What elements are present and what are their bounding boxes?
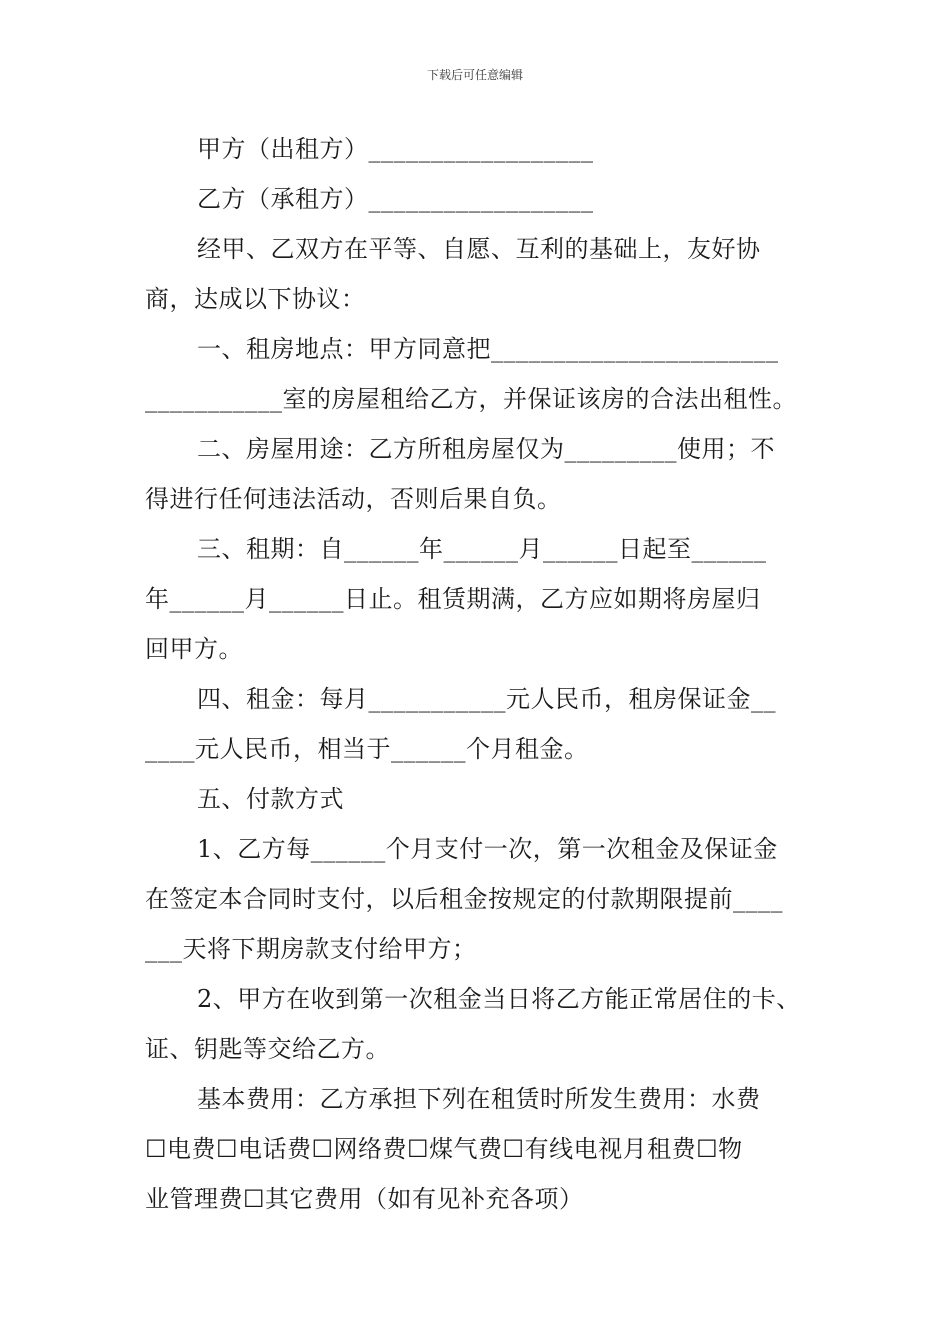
clause-3-line-2: 年______月______日止。租赁期满，乙方应如期将房屋归 [145,585,761,613]
clause-4-line-1: 四、租金：每月___________元人民币，租房保证金__ [197,685,776,713]
clause-2-line-2: 得进行任何违法活动，否则后果自负。 [145,485,562,513]
clause-3-line-3: 回甲方。 [145,635,243,663]
clause-1-line-1: 一、租房地点：甲方同意把_______________________ [197,335,779,363]
page-header: 下载后可任意编辑 [426,68,523,82]
clause-1-line-2: ___________室的房屋租给乙方，并保证该房的合法出租性。 [145,385,797,413]
clause-4-line-2: ____元人民币，相当于______个月租金。 [145,735,589,763]
fees-line-3: 业管理费☐其它费用（如有见补充各项） [145,1185,584,1213]
preamble-line-2: 商，达成以下协议： [145,285,366,313]
preamble-line-1: 经甲、乙双方在平等、自愿、互利的基础上，友好协 [197,235,761,263]
clause-5-2-line-1: 2、甲方在收到第一次租金当日将乙方能正常居住的卡、 [197,985,801,1013]
clause-3-line-1: 三、租期：自______年______月______日起至______ [197,535,767,563]
clause-5-1-line-2: 在签定本合同时支付，以后租金按规定的付款期限提前____ [145,885,783,913]
fees-line-2: ☐电费☐电话费☐网络费☐煤气费☐有线电视月租费☐物 [145,1135,743,1163]
clause-5-heading: 五、付款方式 [197,785,344,813]
party-a-line: 甲方（出租方）__________________ [197,135,594,163]
clause-5-2-line-2: 证、钥匙等交给乙方。 [145,1035,390,1063]
clause-5-1-line-1: 1、乙方每______个月支付一次，第一次租金及保证金 [197,835,778,863]
contract-body [145,124,810,1224]
fees-line-1: 基本费用：乙方承担下列在租赁时所发生费用：水费 [197,1085,761,1113]
party-b-line: 乙方（承租方）__________________ [197,185,594,213]
clause-5-1-line-3: ___天将下期房款支付给甲方； [145,935,477,963]
clause-2-line-1: 二、房屋用途：乙方所租房屋仅为_________使用；不 [197,435,775,463]
